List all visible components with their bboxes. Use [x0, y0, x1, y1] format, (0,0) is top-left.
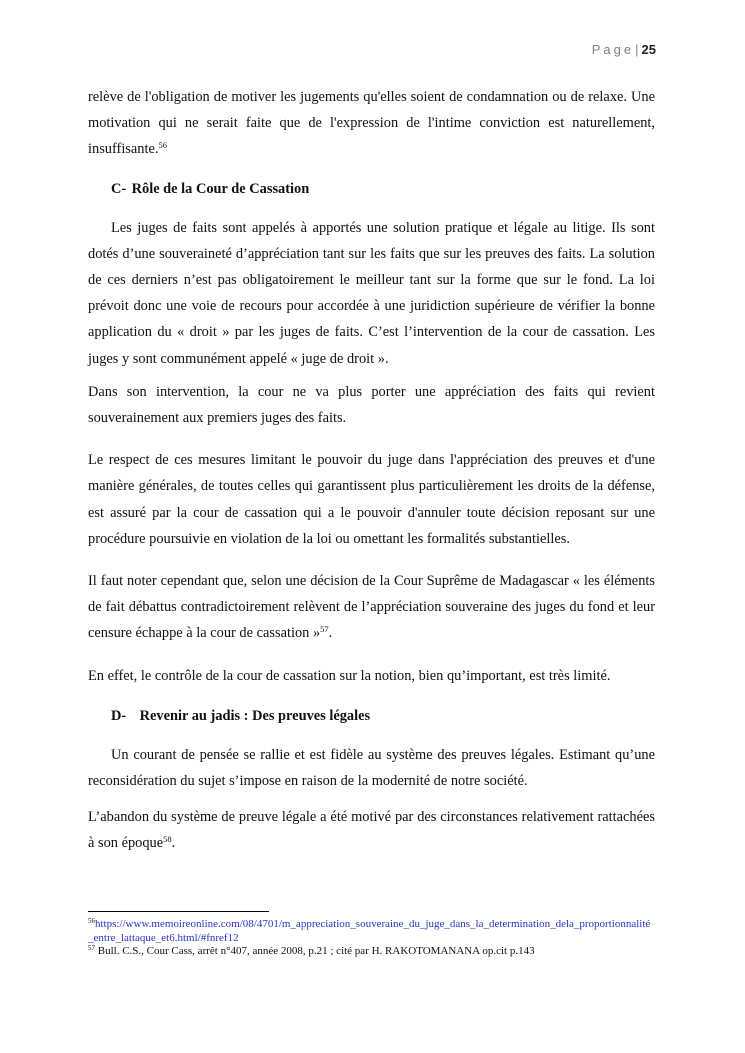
section-title: Rôle de la Cour de Cassation [131, 180, 310, 197]
paragraph-juges-de-faits: Les juges de faits sont appelés à apportés une solution pratique et légale au litige. Ils sont dotés d’une souveraineté d’appréciation tant sur les faits que sur les preuves des faits. La solution de ces derniers n’est pas obligatoirement le meilleur tant sur la forme que sur le fond. La loi prévoit donc une voie de recours pour accordée à une juridiction supérieure de vérifier la bonne application du « droit » par les juges de faits. C’est l’intervention de la cour de cassation. Les juges y sont communément appelé « juge de droit ». [88, 219, 655, 367]
footnotes [88, 918, 655, 959]
section-number: C- [111, 180, 127, 197]
footnote-separator [88, 911, 269, 912]
page-number: 25 [641, 42, 656, 57]
paragraph-abandon: L’abandon du système de preuve légale a été motivé par des circonstances relativement rattachées à son époque$^{58}$. [88, 809, 655, 852]
footnote-link[interactable]: https://www.memoireonline.com/08/4701/m_appreciation_souveraine_du_juge_dans_la_determination_dela_proportionnalité_entre_lattaque_et6.html/#fnref12 [88, 918, 651, 944]
footnote-57 [88, 945, 655, 959]
paragraph-courant-pensee: Un courant de pensée se rallie et est fidèle au système des preuves légales. Estimant qu’une reconsidération du sujet s’impose en raison de la modernité de notre société. [88, 746, 655, 790]
page-label: Page [591, 42, 635, 57]
footnote-ref-57: 57 [320, 624, 329, 635]
footnote-ref-58: 58 [163, 834, 172, 845]
paragraph-cour-supreme: Il faut noter cependant que, selon une décision de la Cour Suprême de Madagascar « les éléments de fait débattus contradictoirement relèvent de l’appréciation souveraine des juges du fond et leur censure échappe à la cour de cassation »$^{57}$. [88, 573, 655, 642]
page-header [592, 42, 656, 57]
footnote-number: 56 [88, 917, 95, 925]
document-body [88, 84, 655, 857]
page-separator: | [635, 42, 639, 57]
footnote-number: 57 [88, 944, 95, 952]
paragraph-controle: En effet, le contrôle de la cour de cassation sur la notion, bien qu’important, est très limité. [88, 667, 611, 684]
footnote-56 [88, 918, 655, 945]
footnote-text: Bull. C.S., Cour Cass, arrêt n°407, année 2008, p.21 ; cité par H. RAKOTOMANANA op.cit p.143 [95, 945, 535, 957]
paragraph-intervention: Dans son intervention, la cour ne va plus porter une appréciation des faits qui revient souverainement aux premiers juges des faits. [88, 383, 655, 427]
section-heading-d [88, 706, 655, 726]
paragraph-continuation: relève de l'obligation de motiver les jugements qu'elles soient de condamnation ou de relaxe. Une motivation qui ne serait faite que de l'expression de l'intime conviction est naturellement, insuffisante.$^{56}$ [88, 89, 655, 158]
footnote-ref-56: 56 [158, 140, 167, 151]
section-title: Revenir au jadis : Des preuves légales [139, 707, 371, 724]
paragraph-respect-mesures: Le respect de ces mesures limitant le pouvoir du juge dans l'appréciation des preuves et d'une manière générales, de toutes celles qui garantissent plus particulièrement les droits de la défense, est assuré par la cour de cassation qui a le pouvoir d'annuler toute décision reposant sur une procédure poursuivie en violation de la loi ou omettant les formalités substantielles. [88, 452, 655, 547]
section-heading-c [88, 179, 655, 199]
section-number: D- [111, 707, 127, 724]
